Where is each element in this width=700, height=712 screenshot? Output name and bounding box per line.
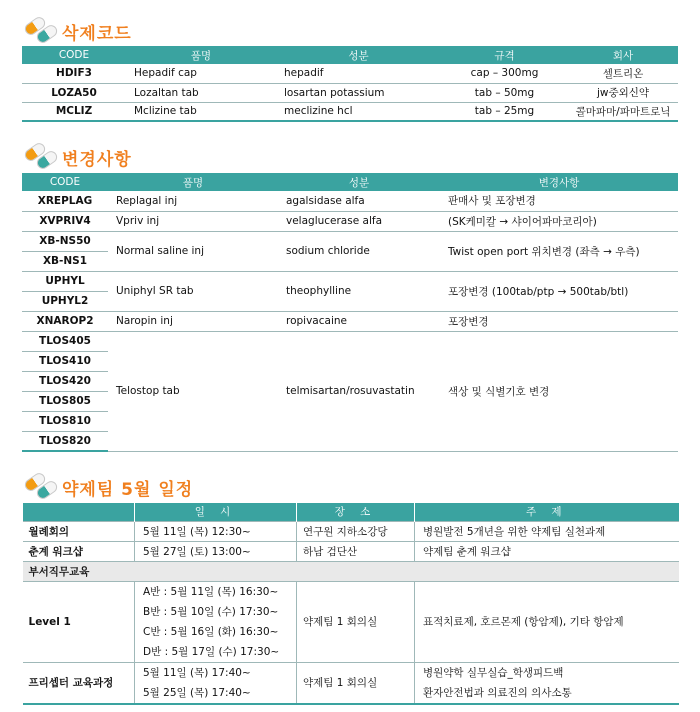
- code-cell: TLOS810: [22, 411, 108, 431]
- date-line: C반 : 5월 16일 (화) 16:30~: [143, 625, 279, 638]
- name-cell: Hepadif cap: [126, 64, 276, 83]
- date-line: 5월 25일 (목) 17:40~: [143, 686, 251, 699]
- section-header-schedule: [22, 472, 193, 502]
- ingredient-cell: velaglucerase alfa: [278, 211, 440, 231]
- col-header: 변경사항: [440, 173, 678, 191]
- table-row: [22, 191, 678, 211]
- event-label: Level 1: [23, 581, 135, 662]
- spec-cell: tab – 50mg: [441, 83, 568, 102]
- name-cell: Naropin inj: [108, 311, 278, 331]
- event-label: 프리셉터 교육과정: [23, 662, 135, 704]
- name-cell: Uniphyl SR tab: [108, 271, 278, 311]
- change-cell: 포장변경 (100tab/ptp → 500tab/btl): [440, 271, 678, 311]
- ingredient-cell: meclizine hcl: [276, 102, 441, 121]
- col-header: 성분: [278, 173, 440, 191]
- col-header: [23, 503, 135, 521]
- date-cell: 5월 11일 (목) 12:30~: [135, 521, 297, 541]
- col-header: 장 소: [297, 503, 415, 521]
- section-header-changes: [22, 142, 132, 172]
- company-cell: 셀트리온: [568, 64, 678, 83]
- table-header-row: [23, 503, 679, 521]
- pill-icon: [22, 16, 60, 46]
- date-line: A반 : 5월 11일 (목) 16:30~: [143, 585, 279, 598]
- topic-cell: 표적치료제, 호르몬제 (항암제), 기타 항암제: [415, 581, 679, 662]
- name-cell: Mclizine tab: [126, 102, 276, 121]
- ingredient-cell: agalsidase alfa: [278, 191, 440, 211]
- schedule-table: [22, 503, 679, 705]
- topic-cell: 병원발전 5개년을 위한 약제팀 실천과제: [415, 521, 679, 541]
- change-cell: (SK케미칼 → 샤이어파마코리아): [440, 211, 678, 231]
- table-row: [23, 521, 679, 541]
- table-row: [22, 271, 678, 291]
- ingredient-cell: losartan potassium: [276, 83, 441, 102]
- ingredient-cell: theophylline: [278, 271, 440, 311]
- name-cell: Normal saline inj: [108, 231, 278, 271]
- ingredient-cell: hepadif: [276, 64, 441, 83]
- place-cell: 하남 검단산: [297, 541, 415, 561]
- pill-icon: [22, 472, 60, 502]
- place-cell: 연구원 지하소강당: [297, 521, 415, 541]
- topic-cell: 약제팀 춘계 워크샵: [415, 541, 679, 561]
- name-cell: Vpriv inj: [108, 211, 278, 231]
- ingredient-cell: sodium chloride: [278, 231, 440, 271]
- code-cell: TLOS405: [22, 331, 108, 351]
- code-cell: TLOS805: [22, 391, 108, 411]
- changes-table: [22, 173, 678, 452]
- spec-cell: tab – 25mg: [441, 102, 568, 121]
- date-cell: 5월 27일 (토) 13:00~: [135, 541, 297, 561]
- section-header-deleted-codes: [22, 16, 132, 46]
- date-line: 5월 11일 (목) 17:40~: [143, 666, 251, 679]
- section-title: 약제팀 5월 일정: [62, 479, 194, 500]
- change-cell: 색상 및 식별기호 변경: [440, 331, 678, 451]
- table-row: [22, 211, 678, 231]
- topic-line: 병원약학 실무실습_학생피드백: [423, 666, 564, 679]
- section-title: 삭제코드: [62, 23, 132, 44]
- company-cell: jw중외신약: [568, 83, 678, 102]
- date-cell: [135, 662, 297, 704]
- code-cell: HDIF3: [22, 64, 126, 83]
- col-header: 주 제: [415, 503, 679, 521]
- name-cell: Telostop tab: [108, 331, 278, 451]
- ingredient-cell: ropivacaine: [278, 311, 440, 331]
- table-row: [22, 102, 678, 121]
- col-header: 성분: [276, 46, 441, 64]
- code-cell: XVPRIV4: [22, 211, 108, 231]
- table-row: [23, 581, 679, 662]
- event-label: 춘계 워크샵: [23, 541, 135, 561]
- table-row: [22, 64, 678, 83]
- col-header: CODE: [22, 46, 126, 64]
- col-header: 품명: [126, 46, 276, 64]
- pill-icon: [22, 142, 60, 172]
- change-cell: Twist open port 위치변경 (좌측 → 우측): [440, 231, 678, 271]
- name-cell: Replagal inj: [108, 191, 278, 211]
- table-header-row: [22, 173, 678, 191]
- code-cell: XREPLAG: [22, 191, 108, 211]
- col-header: 회사: [568, 46, 678, 64]
- code-cell: TLOS410: [22, 351, 108, 371]
- deleted-codes-table: [22, 46, 678, 122]
- code-cell: UPHYL: [22, 271, 108, 291]
- code-cell: TLOS420: [22, 371, 108, 391]
- code-cell: XB-NS1: [22, 251, 108, 271]
- event-label: 월례회의: [23, 521, 135, 541]
- name-cell: Lozaltan tab: [126, 83, 276, 102]
- place-cell: 약제팀 1 회의실: [297, 662, 415, 704]
- code-cell: TLOS820: [22, 431, 108, 451]
- change-cell: 포장변경: [440, 311, 678, 331]
- code-cell: MCLIZ: [22, 102, 126, 121]
- spec-cell: cap – 300mg: [441, 64, 568, 83]
- code-cell: XNAROP2: [22, 311, 108, 331]
- table-row: [22, 231, 678, 251]
- table-row: [22, 331, 678, 351]
- ingredient-cell: telmisartan/rosuvastatin: [278, 331, 440, 451]
- code-cell: XB-NS50: [22, 231, 108, 251]
- col-header: CODE: [22, 173, 108, 191]
- date-line: D반 : 5월 17일 (수) 17:30~: [143, 645, 280, 658]
- table-row: [23, 662, 679, 704]
- change-cell: 판매사 및 포장변경: [440, 191, 678, 211]
- place-cell: 약제팀 1 회의실: [297, 581, 415, 662]
- table-row: [22, 311, 678, 331]
- section-title: 변경사항: [62, 149, 132, 170]
- subheader-cell: 부서직무교육: [23, 561, 679, 581]
- code-cell: LOZA50: [22, 83, 126, 102]
- topic-line: 환자안전법과 의료진의 의사소통: [423, 686, 572, 699]
- table-header-row: [22, 46, 678, 64]
- date-cell: [135, 581, 297, 662]
- date-line: B반 : 5월 10일 (수) 17:30~: [143, 605, 279, 618]
- code-cell: UPHYL2: [22, 291, 108, 311]
- col-header: 일 시: [135, 503, 297, 521]
- col-header: 규격: [441, 46, 568, 64]
- topic-cell: [415, 662, 679, 704]
- table-row: [23, 541, 679, 561]
- subheader-row: [23, 561, 679, 581]
- company-cell: 콜마파마/파마트로닉: [568, 102, 678, 121]
- table-row: [22, 83, 678, 102]
- col-header: 품명: [108, 173, 278, 191]
